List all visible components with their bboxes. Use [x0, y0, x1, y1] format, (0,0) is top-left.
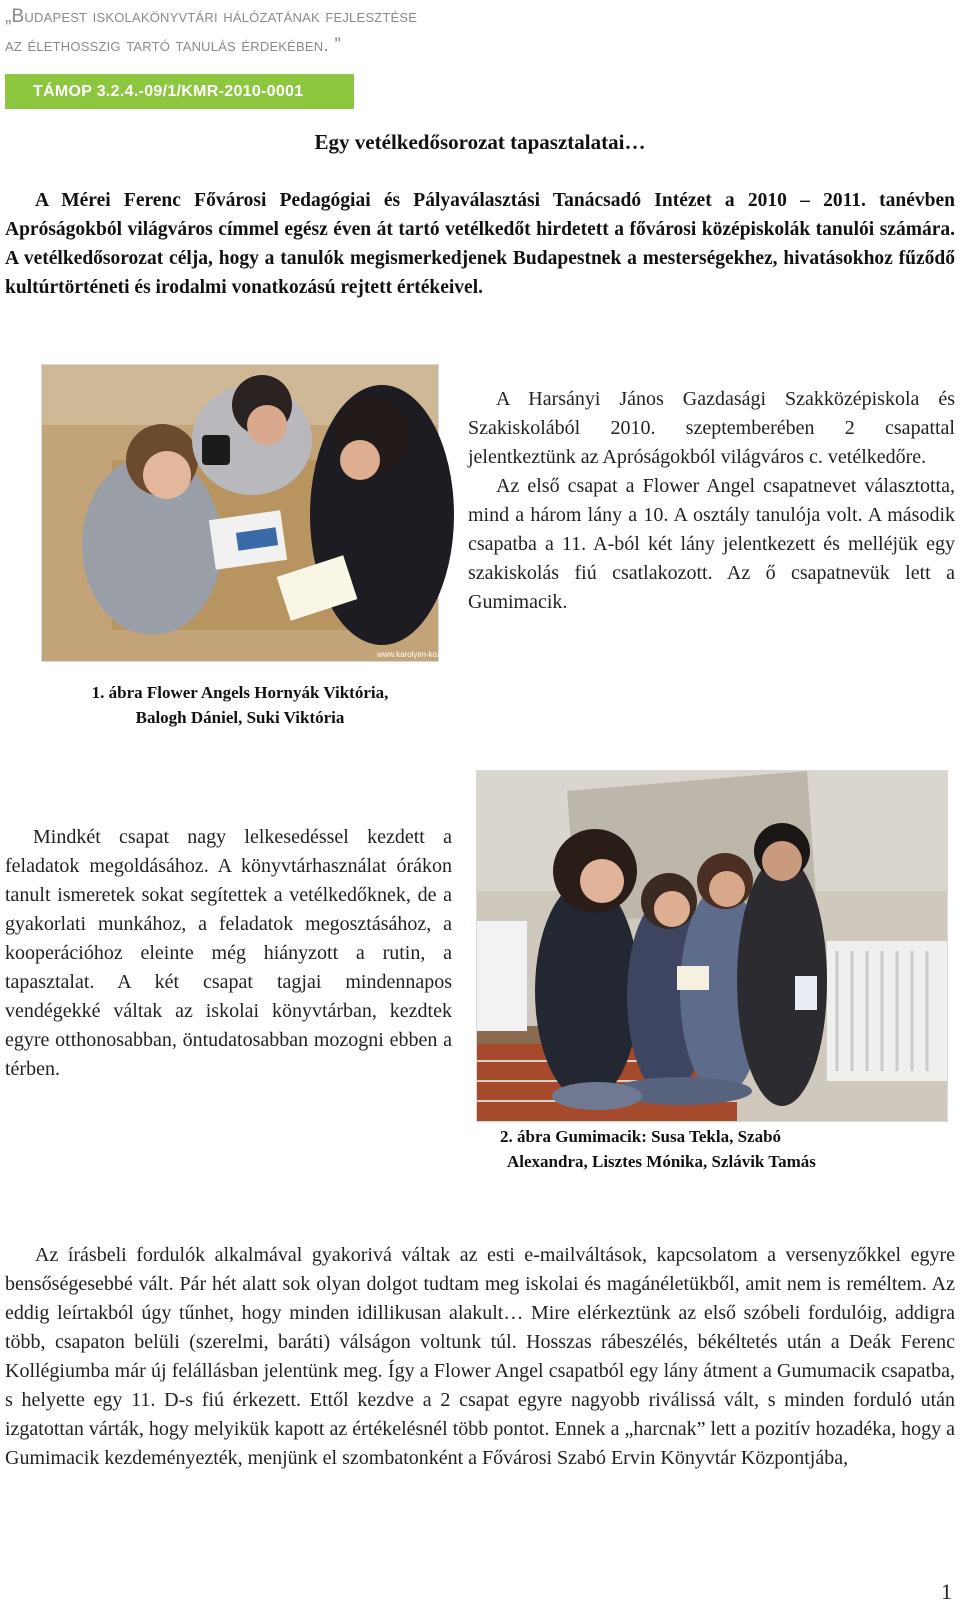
figure1-photo [41, 364, 483, 662]
side-paragraph-1: A Harsányi János Gazdasági Szakközépiskola és Szakiskolából 2010. szeptemberében 2 csapattal jelentkeztünk az Apróságokból világváros c. vetélkedőre. [468, 388, 955, 468]
figure1-photo-illustration [42, 365, 483, 661]
intro-side-text [468, 385, 955, 617]
figure1-watermark: www.karolyim-kozgazd.eu/net [377, 650, 483, 659]
header-title-line1: „Budapest iskolakönyvtári hálózatának fejlesztése [5, 6, 418, 27]
written-rounds-paragraph: Az írásbeli fordulók alkalmával gyakorivá váltak az esti e-mailváltások, kapcsolatom a versenyzőkkel egyre bensőségesebbé vált. Pár hét alatt sok olyan dolgot tudtam meg iskolai és magánéletükből, amit nem is reméltem. Az eddig leírtakból úgy tűnhet, hogy minden idillikusan alakult… Mire elérkeztünk az első szóbeli fordulóig, addigra több, csapaton belüli (szerelmi, baráti) válságon voltunk túl. Hosszas rábeszélés, békéltetés után a Deák Ferenc Kollégiumba már új felállásban jelentünk meg. Így a Flower Angel csapatból egy lány átment a Gumumacik csapatba, s helyette egy 11. D-s fiú érkezett. Ettől kezdve a 2 csapat egyre nagyobb riválissá vált, s minden forduló után izgatottan várták, hogy melyikük kapott az értékelésnél több pontot. Ennek a „harcnak” lett a pozitív hozadéka, hogy a Gumimacik kezdeményezték, menjünk el szombatonként a Fővárosi Szabó Ervin Könyvtár Központjába, [5, 1244, 955, 1469]
teams-paragraph: Mindkét csapat nagy lelkesedéssel kezdett a feladatok megoldásához. A könyvtárhasználat órákon tanult ismeretek sokat segítettek a vetélkedőknek, de a gyakorlati munkához, a feladatok megosztásához, a kooperációhoz eleinte még hiányzott a rutin, a tapasztalat. A két csapat tagjai mindennapos vendégekké váltak az iskolai könyvtárban, kezdtek egyre otthonosabban, öntudatosabban mozogni ebben a térben. [5, 826, 452, 1080]
figure1-caption [20, 680, 460, 730]
project-code-badge: TÁMOP 3.2.4.-09/1/KMR-2010-0001 [5, 74, 354, 109]
page-number: 1 [941, 1579, 952, 1604]
document-header-title [5, 2, 705, 60]
lead-paragraph: A Mérei Ferenc Fővárosi Pedagógiai és Pályaválasztási Tanácsadó Intézet a 2010 – 2011. tanévben Apróságokból világváros címmel egész éven át tartó vetélkedőt hirdetett a fővárosi középiskolák tanulói számára. A vetélkedősorozat célja, hogy a tanulók megismerkedjenek Budapestnek a mesterségekhez, hivatásokhoz fűződő kultúrtörténeti és irodalmi vonatkozású rejtett értékeivel. [5, 190, 955, 298]
figure2-caption [500, 1124, 920, 1174]
side-paragraph-2: Az első csapat a Flower Angel csapatnevet választotta, mind a három lány a 10. A osztály tanulója volt. A második csapatba a 11. A-ból két lány jelentkezett és melléjük egy szakiskolás fiú csatlakozott. Az ő csapatnevük lett a Gumimacik. [468, 475, 955, 613]
article-heading: Egy vetélkedősorozat tapasztalatai… [314, 130, 646, 154]
header-title-line2: az élethosszig tartó tanulás érdekében. ” [5, 35, 341, 56]
figure2-photo-illustration [477, 771, 947, 1121]
figure1-caption-line2: Balogh Dániel, Suki Viktória [135, 708, 345, 727]
figure2-photo [476, 770, 948, 1122]
figure1-caption-line1: 1. ábra Flower Angels Hornyák Viktória, [91, 683, 389, 702]
figure2-caption-line1: 2. ábra Gumimacik: Susa Tekla, Szabó [500, 1127, 782, 1146]
figure2-caption-line2: Alexandra, Lisztes Mónika, Szlávik Tamás [507, 1152, 816, 1171]
